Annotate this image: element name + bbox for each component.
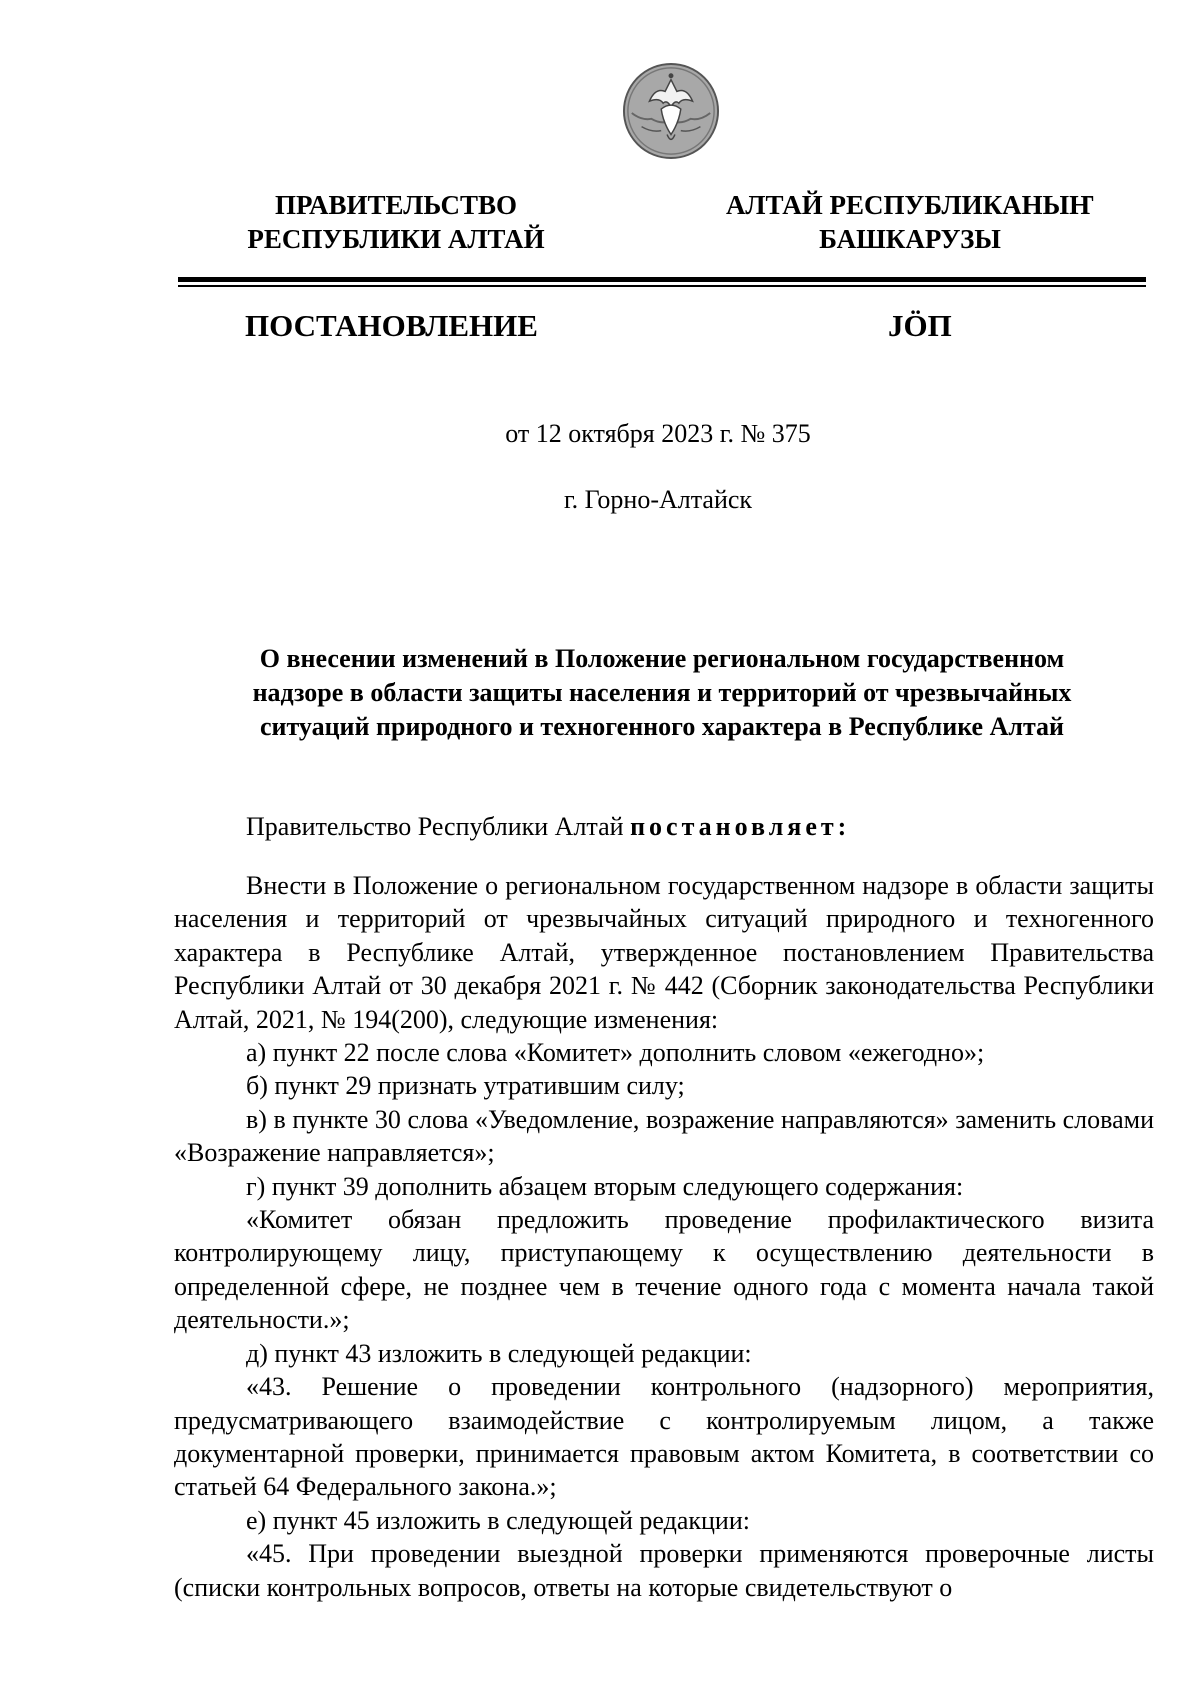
header-left-line1: ПРАВИТЕЛЬСТВО [274,190,518,220]
document-title-line2: надзоре в области защиты населения и территорий от чрезвычайных [252,678,1072,707]
header-left-block [186,188,606,256]
body-paragraph-item-a: а) пункт 22 после слова «Комитет» дополнить словом «ежегодно»; [246,1038,985,1068]
document-body [174,869,1154,1604]
header-divider-thick [178,277,1146,282]
body-paragraph-quote-43: «43. Решение о проведении контрольного (надзорного) мероприятия, предусматривающего взаимодействие с контролируемым лицом, а также документарной проверки, принимается правовым актом Комитета, в соответствии со статьей 64 Федерального закона.»; [174,1372,1154,1502]
body-paragraph-quote-45: «45. При проведении выездной проверки применяются проверочные листы (списки контрольных вопросов, ответы на которые свидетельствуют о [174,1539,1154,1602]
body-paragraph-item-g: г) пункт 39 дополнить абзацем вторым следующего содержания: [246,1171,964,1201]
decree-statement [246,811,850,843]
coat-of-arms-emblem [622,62,720,160]
body-paragraph-item-v: в) в пункте 30 слова «Уведомление, возражение направляются» заменить словами «Возражение направляется»; [174,1104,1154,1168]
body-paragraph-item-e: е) пункт 45 изложить в следующей редакции: [246,1505,750,1535]
header-right-line2: БАШКАРУЗЫ [819,224,1001,254]
body-paragraph-item-d: д) пункт 43 изложить в следующей редакции: [246,1338,752,1368]
doc-type-altai: JӦП [888,308,952,343]
body-paragraph-quote-39: «Комитет обязан предложить проведение профилактического визита контролирующему лицу, приступающему к осуществлению деятельности в определенной сфере, не позднее чем в течение одного года с момента начала такой деятельности.»; [174,1205,1154,1335]
doc-type-russian: ПОСТАНОВЛЕНИЕ [245,308,538,343]
body-paragraph-item-b: б) пункт 29 признать утратившим силу; [246,1071,685,1101]
document-title [178,642,1146,744]
document-title-line1: О внесении изменений в Положение региональном государственном [259,644,1065,673]
header-right-block [700,188,1120,256]
header-right-line1: АЛТАЙ РЕСПУБЛИКАНЫҤ [725,190,1095,220]
body-paragraph-intro: Внести в Положение о региональном государственном надзоре в области защиты населения и территорий от чрезвычайных ситуаций природного и техногенного характера в Республике Алтай, утвержденное постановлением Правительства Республики Алтай от 30 декабря 2021 г. № 442 (Сборник законодательства Республики Алтай, 2021, № 194(200), следующие изменения: [174,871,1154,1034]
header-divider-thin [178,285,1146,287]
document-date-number: от 12 октября 2023 г. № 375 [505,419,811,448]
decree-word: постановляет: [630,812,851,841]
header-left-line2: РЕСПУБЛИКИ АЛТАЙ [247,224,545,254]
document-city: г. Горно-Алтайск [563,485,753,514]
document-title-line3: ситуаций природного и техногенного характера в Республике Алтай [259,712,1065,741]
decree-prefix: Правительство Республики Алтай [246,812,631,841]
